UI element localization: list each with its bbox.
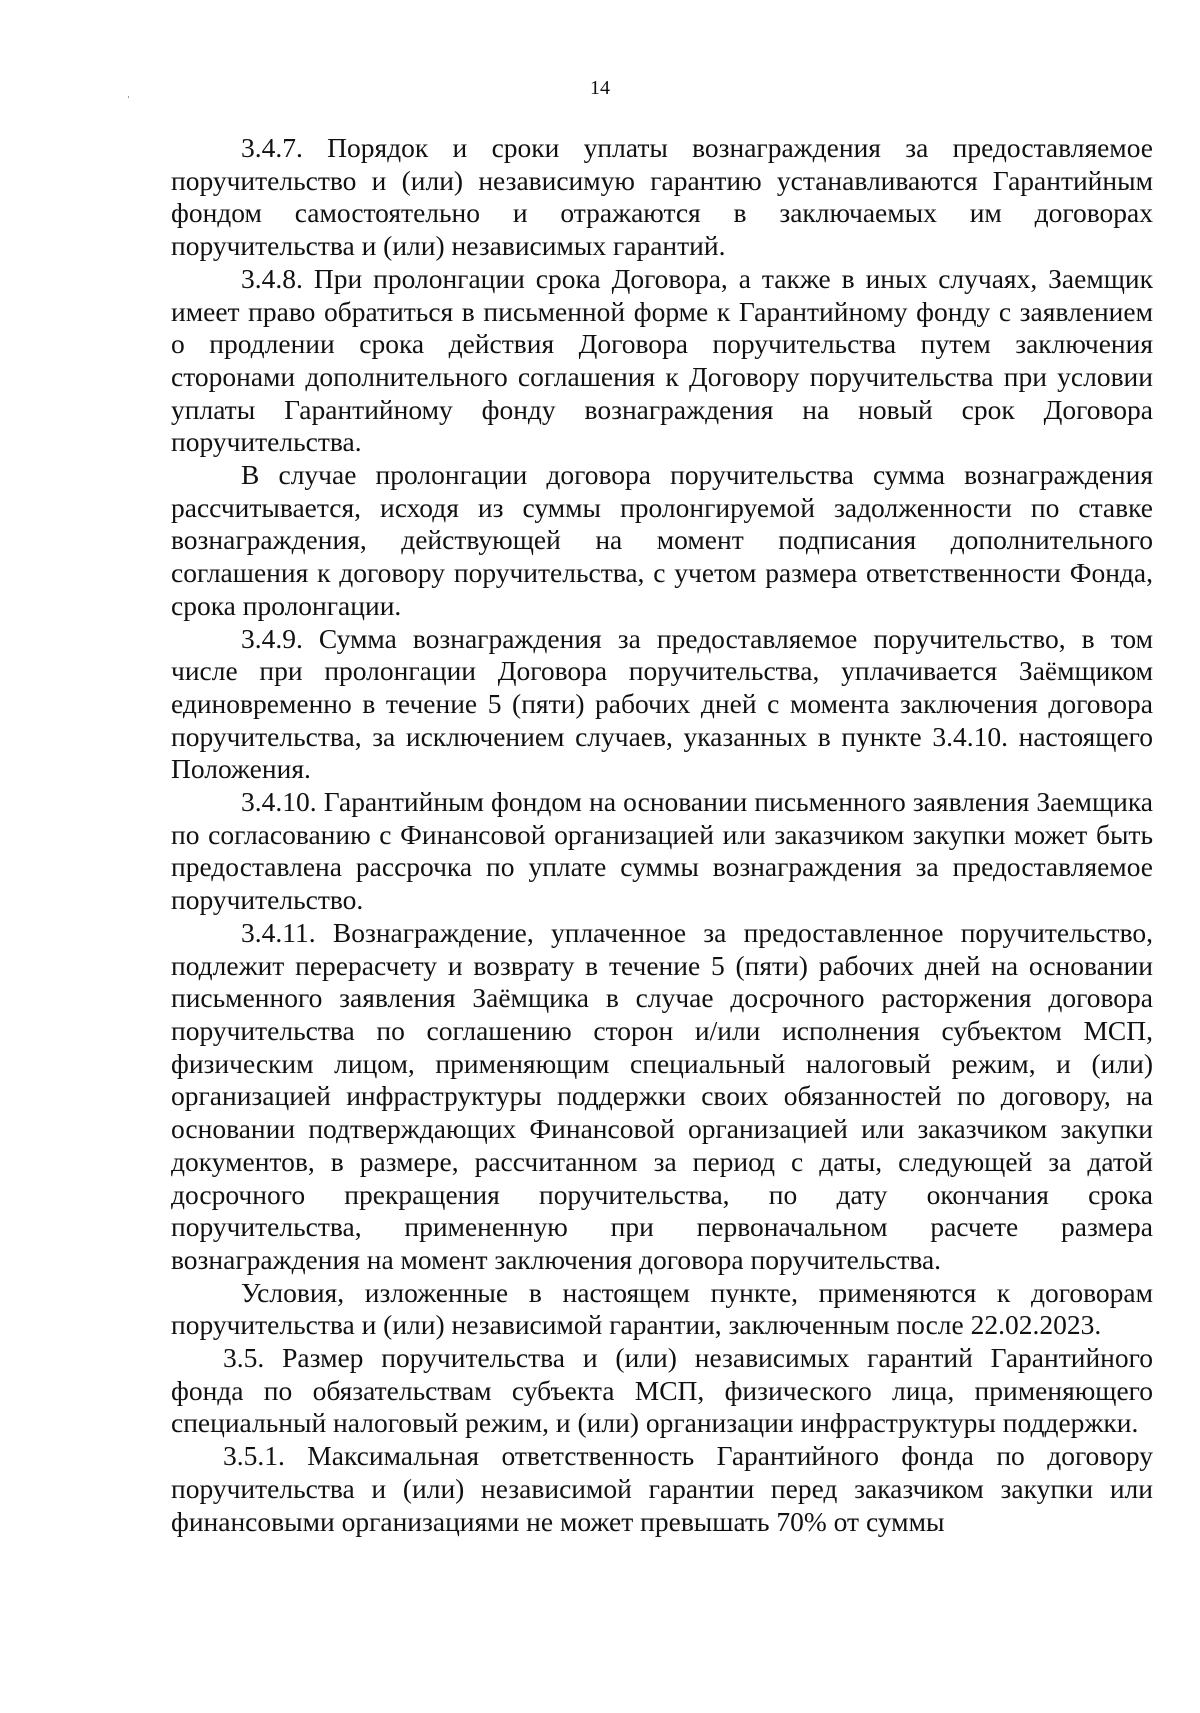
scan-mark bbox=[128, 96, 129, 98]
paragraph-3-4-10: 3.4.10. Гарантийным фондом на основании письменного заявления Заемщика по согласованию с Финансовой организацией или заказчиком закупки может быть предоставлена рассрочка по уплате суммы вознаграждения за предоставляемое поручительство. bbox=[171, 786, 1153, 916]
paragraph-3-4-11: 3.4.11. Вознаграждение, уплаченное за предоставленное поручительство, подлежит перерасчету и возврату в течение 5 (пяти) рабочих дней на основании письменного заявления Заёмщика в случае досрочного расторжения договора поручительства по соглашению сторон и/или исполнения субъектом МСП, физическим лицом, применяющим специальный налоговый режим, и (или) организацией инфраструктуры поддержки своих обязанностей по договору, на основании подтверждающих Финансовой организацией или заказчиком закупки документов, в размере, рассчитанном за период с даты, следующей за датой досрочного прекращения поручительства, по дату окончания срока поручительства, примененную при первоначальном расчете размера вознаграждения на момент заключения договора поручительства. bbox=[171, 916, 1153, 1275]
paragraph-3-4-7: 3.4.7. Порядок и сроки уплаты вознаграждения за предоставляемое поручительство и (или) независимую гарантию устанавливаются Гарантийным фондом самостоятельно и отражаются в заключаемых им договорах поручительства и (или) независимых гарантий. bbox=[171, 132, 1153, 262]
paragraph-prolongation: В случае пролонгации договора поручительства сумма вознаграждения рассчитывается, исходя из суммы пролонгируемой задолженности по ставке вознаграждения, действующей на момент подписания дополнительного соглашения к договору поручительства, с учетом размера ответственности Фонда, срока пролонгации. bbox=[171, 459, 1153, 621]
page-number: 14 bbox=[590, 77, 610, 99]
paragraph-3-4-8: 3.4.8. При пролонгации срока Договора, а также в иных случаях, Заемщик имеет право обратиться в письменной форме к Гарантийному фонду с заявлением о продлении срока действия Договора поручительства путем заключения сторонами дополнительного соглашения к Договору поручительства при условии уплаты Гарантийному фонду вознаграждения на новый срок Договора поручительства. bbox=[171, 262, 1153, 458]
paragraph-3-4-9: 3.4.9. Сумма вознаграждения за предоставляемое поручительство, в том числе при пролонгации Договора поручительства, уплачивается Заёмщиком единовременно в течение 5 (пяти) рабочих дней с момента заключения договора поручительства, за исключением случаев, указанных в пункте 3.4.10. настоящего Положения. bbox=[171, 622, 1153, 785]
paragraph-conditions: Условия, изложенные в настоящем пункте, применяются к договорам поручительства и (или) независимой гарантии, заключенным после 22.02.2023. bbox=[171, 1276, 1153, 1341]
document-body bbox=[171, 132, 1153, 1538]
paragraph-3-5-1: 3.5.1. Максимальная ответственность Гарантийного фонда по договору поручительства и (или) независимой гарантии перед заказчиком закупки или финансовыми организациями не может превышать 70% от суммы bbox=[171, 1440, 1153, 1537]
paragraph-3-5: 3.5. Размер поручительства и (или) независимых гарантий Гарантийного фонда по обязательствам субъекта МСП, физического лица, применяющего специальный налоговый режим, и (или) организации инфраструктуры поддержки. bbox=[171, 1342, 1153, 1439]
